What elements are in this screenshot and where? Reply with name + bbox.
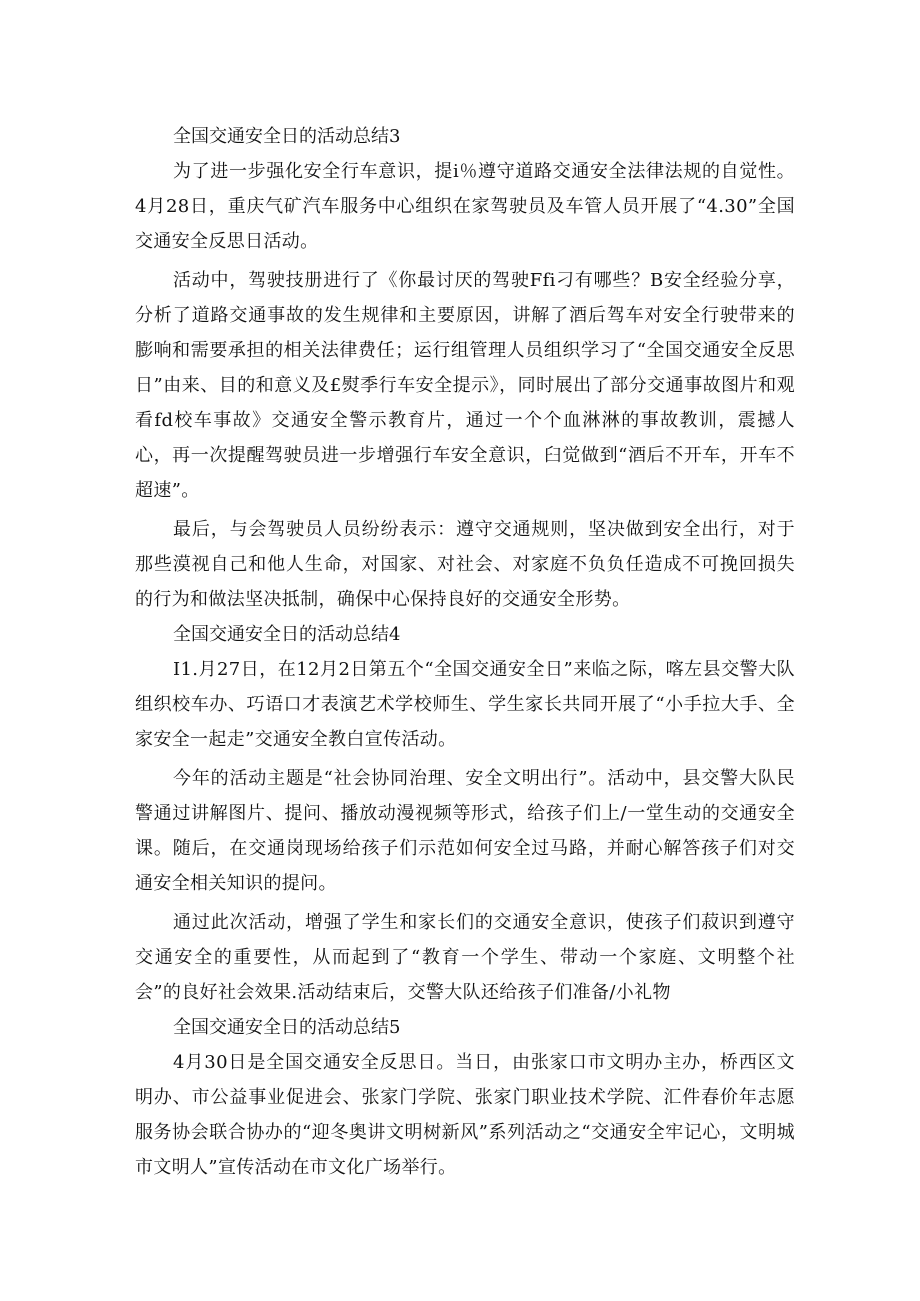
paragraph: 活动中，驾驶技册进行了《你最讨厌的驾驶Ffi刁有哪些？B安全经验分享，分析了道路交通事故的发生规律和主要原因，讲解了酒后驾车对安全行驶带来的膨响和需要承担的相关法律费任；运行组管理人员组织学习了“全国交通安全反思日”由来、目的和意义及£熨季行车安全提示》，同时展出了部分交通事故图片和观看fd校车事故》交通安全警示教育片，通过一个个血淋淋的事故教训，震撼人心，再一次提醒驾驶员进一步增强行车安全意识，臼觉做到“酒后不开车，开车不超速”。 xyxy=(135,270,795,501)
section-heading: 全国交通安全日的活动总结3 xyxy=(173,126,401,147)
document-body xyxy=(135,119,795,1185)
paragraph: 通过此次活动，增强了学生和家长们的交通安全意识，使孩子们菽识到遵守交通安全的重要性，从而起到了“教育一个学生、带动一个家庭、文明整个社会”的良好社会效果.活动结束后，交警大队还给孩子们准备/小礼物 xyxy=(135,912,795,1003)
paragraph: 为了进一步强化安全行车意识，提i％遵守道路交通安全法律法规的自觉性。4月28日，重庆气矿汽车服务中心组织在家驾驶员及车管人员开展了“4.30”全国交通安全反思日活动。 xyxy=(135,161,795,252)
section-heading: 全国交通安全日的活动总结5 xyxy=(173,1017,401,1038)
section-heading: 全国交通安全日的活动总结4 xyxy=(173,624,401,645)
paragraph: 4月30日是全国交通安全反思日。当日，由张家口市文明办主办，桥西区文明办、市公益事业促进会、张家门学院、张家门职业技术学院、汇件春价年志愿服务协会联合协办的“迎冬奥讲文明树新风”系列活动之“交通安全牢记心，文明城市文明人”宣传活动在市文化广场举行。 xyxy=(135,1052,795,1178)
paragraph: 今年的活动主题是“社会协同治理、安全文明出行”。活动中，县交警大队民警通过讲解图片、提问、播放动漫视频等形式，给孩子们上/一堂生动的交通安全课。随后，在交通岗现场给孩子们示范如何安全过马路，并耐心解答孩子们对交通安全相关知识的提问。 xyxy=(135,768,795,894)
paragraph: I1.月27日，在12月2日第五个“全国交通安全日”来临之际，喀左县交警大队组织校车办、巧语口才表演艺术学校师生、学生家长共同开展了“小手拉大手、全家安全一起走”交通安全教白宣传活动。 xyxy=(135,659,795,750)
paragraph: 最后，与会驾驶员人员纷纷表示：遵守交通规则，坚决做到安全出行，对于那些漠视自己和他人生命，对国家、对社会、对家庭不负负任造成不可挽回损失的行为和做法坚决抵制，确保中心保持良好的交通安全形势。 xyxy=(135,519,795,610)
